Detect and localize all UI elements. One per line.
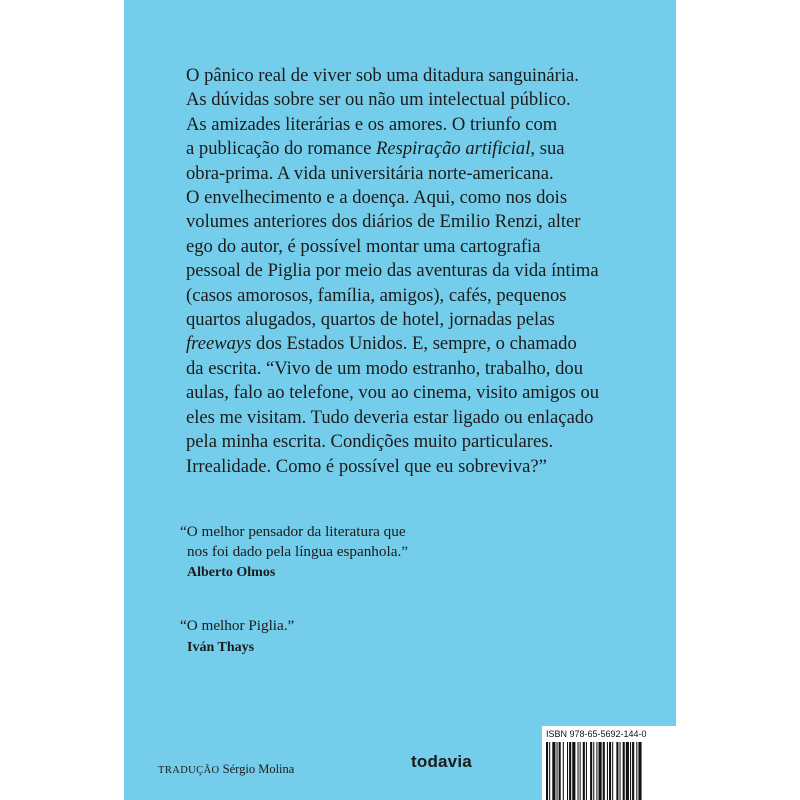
translator-label: TRADUÇÃO [158,765,220,776]
synopsis-line: As dúvidas sobre ser ou não um intelectual público. [186,89,571,111]
translator-name: Sérgio Molina [222,762,295,776]
synopsis-line: O pânico real de viver sob uma ditadura sanguinária. [186,65,579,86]
synopsis-line: a publicação do romance Respiração artificial, sua [186,138,565,160]
synopsis-line: pela minha escrita. Condições muito particulares. [186,431,554,453]
synopsis-line: eles me visitam. Tudo deveria estar ligado ou enlaçado [186,406,594,428]
synopsis-text [186,64,599,479]
synopsis-line: quartos alugados, quartos de hotel, jornadas pelas [186,309,555,331]
synopsis-line: da escrita. “Vivo de um modo estranho, trabalho, dou [186,357,583,379]
synopsis-line: O envelhecimento e a doença. Aqui, como nos dois [186,187,568,209]
synopsis-line: pessoal de Piglia por meio das aventuras da vida íntima [186,260,599,282]
isbn-barcode-block [542,726,676,800]
translator-credit [158,762,294,777]
synopsis-line: aulas, falo ao telefone, vou ao cinema, visito amigos ou [186,382,600,404]
synopsis-line: Irrealidade. Como é possível que eu sobreviva?” [186,455,547,477]
blurb-quote-line: “O melhor pensador da literatura que [180,523,406,540]
blurb-author: Iván Thays [187,639,255,655]
synopsis-line: volumes anteriores dos diários de Emilio Renzi, alter [186,211,581,233]
blurb-quote-line: nos foi dado pela língua espanhola.” [187,542,408,560]
barcode [546,742,672,800]
synopsis-line: As amizades literárias e os amores. O triunfo com [186,113,558,135]
book-back-cover [124,0,676,800]
isbn-number: ISBN 978-65-5692-144-0 [546,729,647,739]
synopsis-line: ego do autor, é possível montar uma cartografia [186,235,541,257]
synopsis-line: obra-prima. A vida universitária norte-americana. [186,162,554,184]
blurb-quote-line: “O melhor Piglia.” [180,617,295,634]
synopsis-line: (casos amorosos, família, amigos), cafés, pequenos [186,284,567,306]
blurb-author: Alberto Olmos [187,565,276,580]
blurb-quote [180,522,408,582]
synopsis-line: freeways dos Estados Unidos. E, sempre, o chamado [186,333,577,355]
blurb-quote [180,616,294,657]
publisher-logo: todavia [411,752,472,771]
